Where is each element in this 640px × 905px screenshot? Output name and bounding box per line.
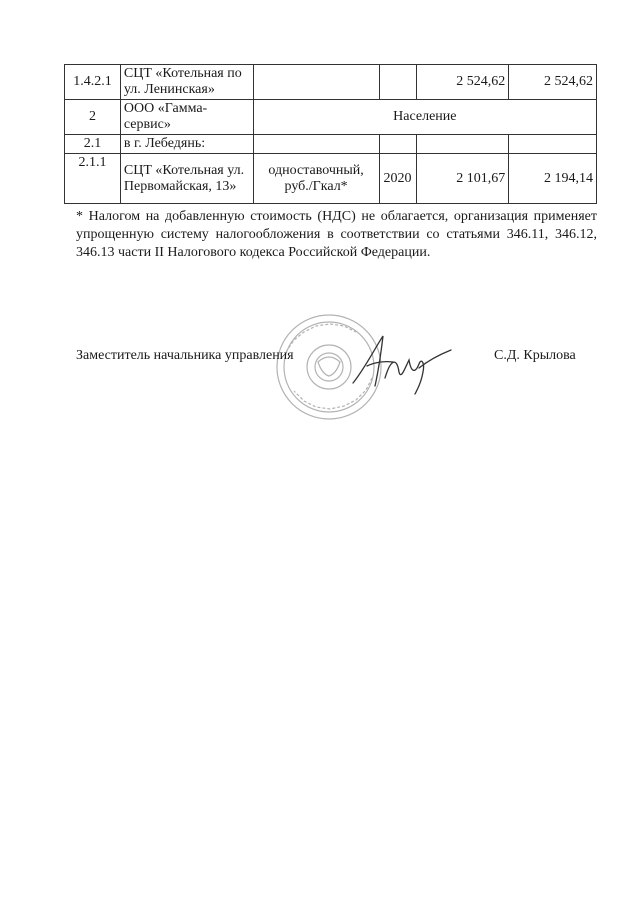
row-name: СЦТ «Котельная ул. Первомайская, 13» <box>120 154 253 204</box>
row-number: 2 <box>65 100 121 135</box>
table-row <box>65 65 597 100</box>
row-name: ООО «Гамма-сервис» <box>120 100 253 135</box>
row-tariff-type: одноставочный, руб./Гкал* <box>253 154 379 204</box>
row-name: СЦТ «Котельная по ул. Ленинская» <box>120 65 253 100</box>
row-name: в г. Лебедянь: <box>120 135 253 154</box>
row-number: 1.4.2.1 <box>65 65 121 100</box>
row-value-1: 2 101,67 <box>416 154 509 204</box>
signatory-name: С.Д. Крылова <box>494 348 576 363</box>
footnote <box>76 208 597 262</box>
row-tariff-type <box>253 65 379 100</box>
tariff-table <box>64 64 597 204</box>
row-year: 2020 <box>379 154 416 204</box>
row-number: 2.1.1 <box>65 154 121 204</box>
signatory-title: Заместитель начальника управления <box>76 348 294 363</box>
row-number: 2.1 <box>65 135 121 154</box>
row-value-2: 2 524,62 <box>509 65 597 100</box>
handwritten-signature <box>345 328 455 398</box>
row-value-2: 2 194,14 <box>509 154 597 204</box>
row-year <box>379 65 416 100</box>
table-row <box>65 100 597 135</box>
footnote-text: * Налогом на добавленную стоимость (НДС) не облагается, организация применяет упрощенную систему налогообложения в соответствии со статьями 346.11, 346.12, 346.13 части II Налогового кодекса Российской Федерации. <box>76 209 597 260</box>
table-row <box>65 154 597 204</box>
row-category: Население <box>253 100 596 135</box>
table-row <box>65 135 597 154</box>
row-value-1: 2 524,62 <box>416 65 509 100</box>
